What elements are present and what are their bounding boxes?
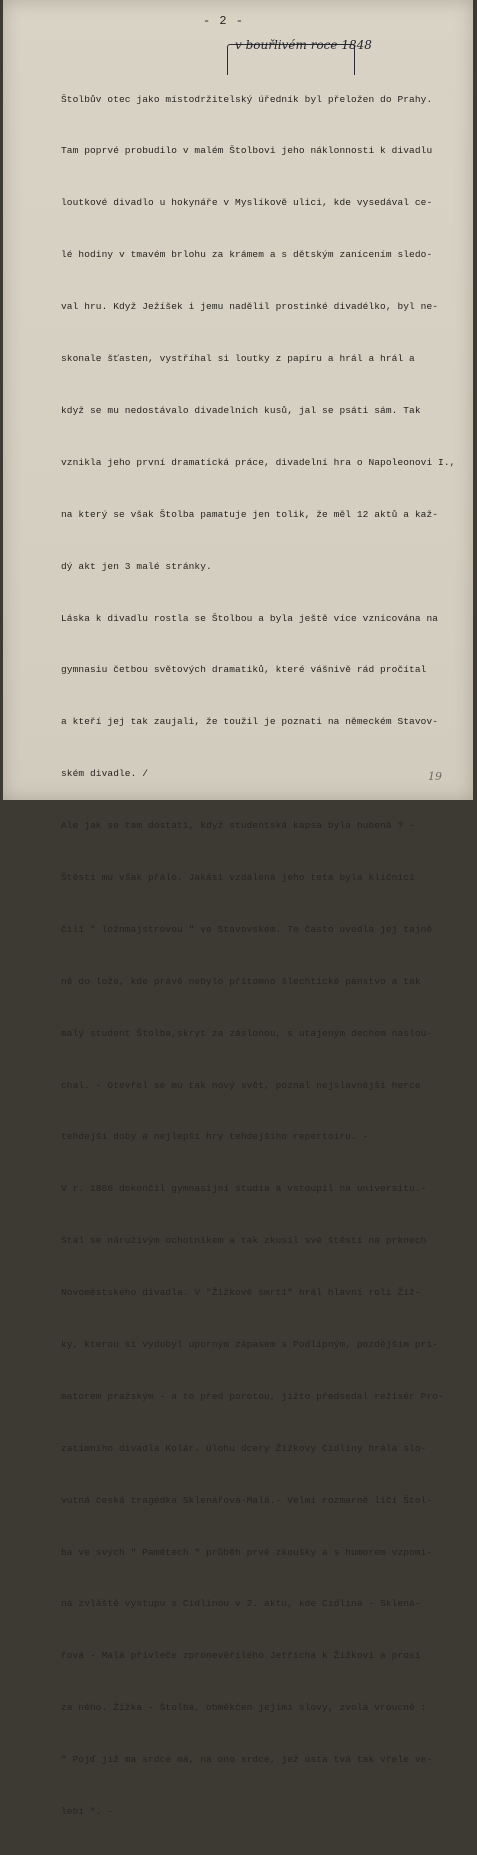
text-line: Štěstí mu však přálo. Jakási vzdálená jeho teta byla klíčnicí xyxy=(61,871,415,883)
text-line: čili " ložnmajstrovou " ve Stavovském. Te často uvedla jej tajně xyxy=(61,923,433,935)
text-line: ná zvláště výstupu s Cidlinou v 2. aktu, kde Cidlina - Sklená- xyxy=(61,1598,421,1610)
text-line: lebí ". - xyxy=(61,1805,114,1817)
text-line: lé hodiny v tmavém brlohu za krámem a s dětským zanícením sledo- xyxy=(61,249,433,261)
text-line: dý akt jen 3 malé stránky. xyxy=(61,560,212,572)
text-line: V r. 1866 dokončil gymnasijní studia a vstoupil na universitu.- xyxy=(61,1183,427,1195)
text-line: vznikla jeho první dramatická práce, divadelní hra o Napoleonovi I., xyxy=(61,456,456,468)
text-line: a kteří jej tak zaujali, že toužil je poznati na německém Stavov- xyxy=(61,716,439,728)
text-line: Láska k divadlu rostla se Štolbou a byla ještě více vznícována na xyxy=(61,612,439,624)
text-line: skonale šťasten, vystříhal si loutky z papíru a hrál a hrál a xyxy=(61,353,415,365)
text-line: ně do lože, kde právě nebylo přítomno šlechtické panstvo a tak xyxy=(61,975,421,987)
typed-page xyxy=(3,0,473,1817)
text-line: Štolbův otec jako místodržitelský úředník byl přeložen do Prahy. xyxy=(61,93,433,105)
text-line: Tam poprvé probudilo v malém Štolbovi jeho náklonnosti k divadlu xyxy=(61,145,433,157)
typed-text xyxy=(61,56,461,1855)
text-line: val hru. Když Ježíšek i jemu nadělil prostinké divadélko, byl ne- xyxy=(61,301,439,313)
text-line: na který se však Štolba pamatuje jen tolik, že měl 12 aktů a kaž- xyxy=(61,508,439,520)
text-line: ském divadle. / xyxy=(61,768,149,780)
handwritten-insert: v bouřlivém roce 1848 xyxy=(235,38,372,52)
text-line: Stal se náruživým ochotníkem a tak zkusil své štěstí na prknech xyxy=(61,1235,427,1247)
text-line: řová - Malá přivleče zpronevěřilého Jetřicha k Žižkovi a prosí xyxy=(61,1650,421,1662)
text-line: Ale jak se tam dostati, když studentská kapsa byla hubená ? - xyxy=(61,820,415,832)
text-line: malý student Štolba,skryt za záslonou, s utajeným dechem naslou- xyxy=(61,1027,433,1039)
text-line: gymnasiu četbou světových dramatiků, které vášnivě rád pročítal xyxy=(61,664,427,676)
page-number: - 2 - xyxy=(203,14,245,28)
text-line: ky, kterou si vydobyl úporným zápasem s Podlipným, pozdějším pri- xyxy=(61,1338,439,1350)
text-line: chal. - Otevřel se mu tak nový svět, poznal nejslavnější herce xyxy=(61,1079,421,1091)
text-line: matorem pražským - a to před porotou, jížto předsedal režisér Pro- xyxy=(61,1390,444,1402)
text-line: když se mu nedostávalo divadelních kusů, jal se psáti sám. Tak xyxy=(61,404,421,416)
text-line: Novoměstského divadla. V "Žižkově smrti" hrál hlavní roli Žiž- xyxy=(61,1287,421,1299)
text-line: " Pojď již ma srdce má, na ono srdce, jež ústa tvá tak vřele ve- xyxy=(61,1754,433,1766)
text-line: zatímního divadla Kolár. Úlohu dcery Žižkovy Cidliny hrála slo- xyxy=(61,1442,427,1454)
text-line: vutná česká tragédka Sklenářová-Malá.- Velmi rozmarně líčí Štol- xyxy=(61,1494,433,1506)
text-line: za něho. Žižka - Štolba, obměkčen jejími slovy, zvolá vroucně : xyxy=(61,1702,427,1714)
text-line: ba ve svých " Pamětech " průběh prvé zkoušky a s humorem vzpomí- xyxy=(61,1546,433,1558)
text-line: loutkové divadlo u hokynáře v Myslíkově ulici, kde vysedával ce- xyxy=(61,197,433,209)
corner-mark: 19 xyxy=(428,770,442,783)
text-line: tehdejší doby a nejlepší hry tehdejšího repertoiru. - xyxy=(61,1131,369,1143)
